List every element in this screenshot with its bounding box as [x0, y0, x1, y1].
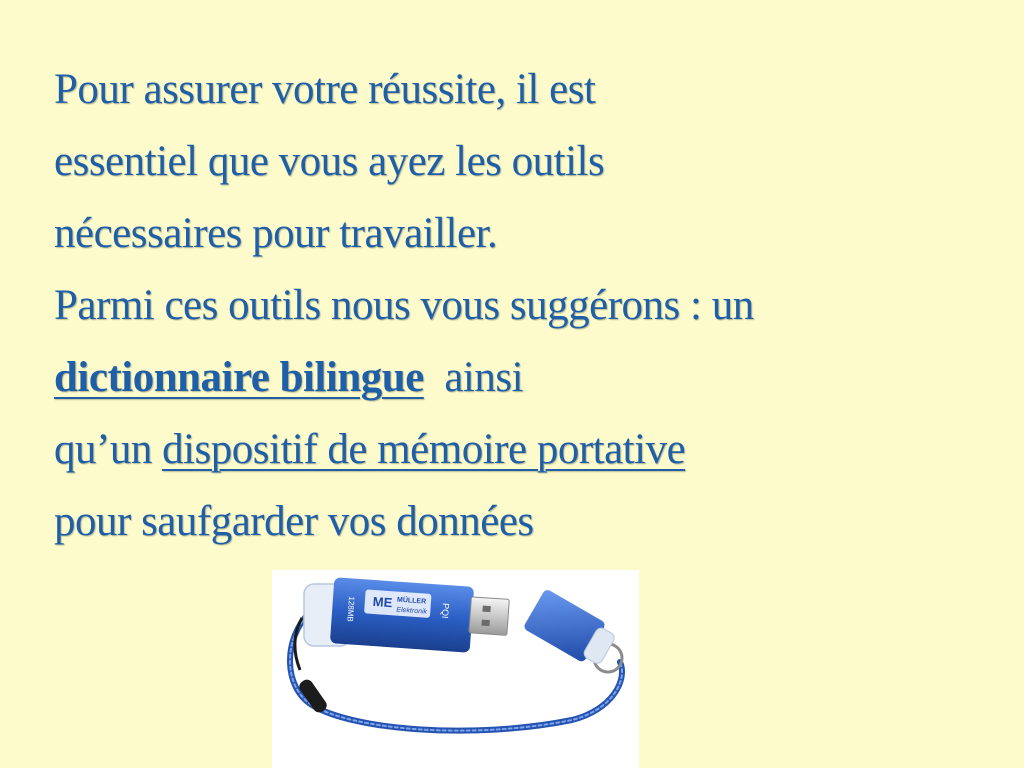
usb-drive-photo — [272, 570, 639, 768]
text-line-3: nécessaires pour travailler. — [54, 210, 498, 257]
text-line-4: Parmi ces outils nous vous suggérons : un — [54, 282, 754, 329]
text-line-5-rest: ainsi — [423, 354, 524, 401]
text-line-6-prefix: qu’un — [54, 426, 163, 473]
dictionary-link[interactable]: dictionnaire bilingue — [54, 354, 424, 401]
brand-line-1: MÜLLER — [396, 596, 427, 606]
brand-logo-text: ME — [372, 593, 393, 611]
capacity-label: 128MB — [345, 596, 357, 623]
text-line-2: essentiel que vous ayez les outils — [54, 138, 605, 185]
slide-text — [54, 54, 1014, 558]
text-line-5 — [54, 342, 1014, 414]
model-label: PQI — [439, 602, 451, 619]
text-line-6 — [54, 414, 1014, 486]
text-line-7: pour saufgarder vos données — [54, 498, 534, 545]
brand-line-2: Elektronik — [396, 606, 428, 616]
portable-memory-link[interactable]: dispositif de mémoire portative — [162, 426, 686, 473]
usb-flash-drive-icon — [272, 570, 639, 768]
text-line-1: Pour assurer votre réussite, il est — [54, 66, 596, 113]
